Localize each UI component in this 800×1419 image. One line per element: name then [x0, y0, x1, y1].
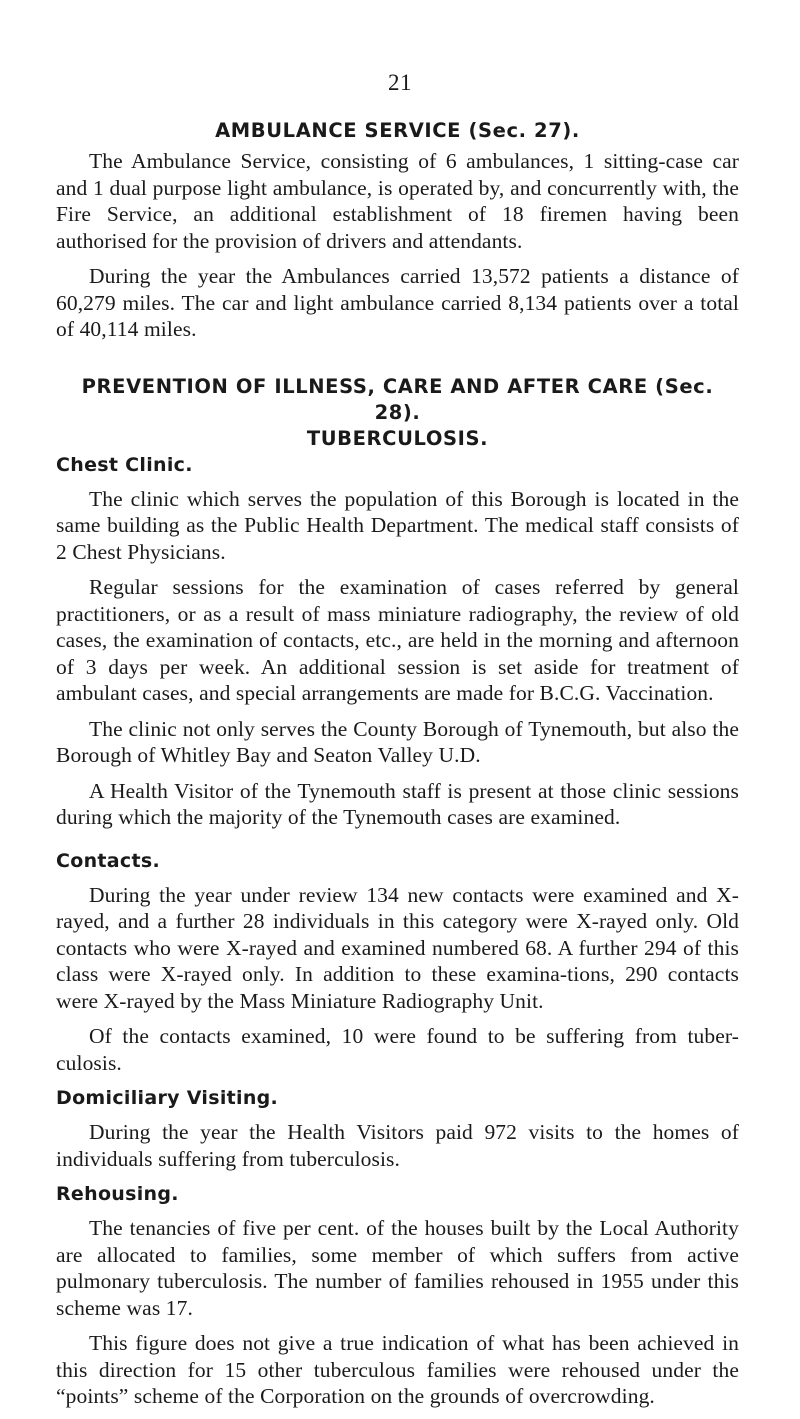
page-number: 21	[388, 70, 412, 95]
chest-clinic-paragraph-4: A Health Visitor of the Tynemouth staff is present at those clinic sessions during which the majority of the Tynemouth cases are examined.	[56, 778, 739, 829]
rehousing-paragraph-1: The tenancies of five per cent. of the houses built by the Local Authority are allocated to families, some member of which suffers from active pulmonary tuberculosis. The number of families rehoused in 1955 under this scheme was 17.	[56, 1216, 739, 1320]
chest-clinic-paragraph-1: The clinic which serves the population of this Borough is located in the same building as the Public Health Department. The medical staff consists of 2 Chest Physicians.	[56, 486, 739, 564]
domiciliary-heading: Domiciliary Visiting.	[56, 1087, 279, 1109]
prevention-heading: PREVENTION OF ILLNESS, CARE AND AFTER CARE (Sec. 28).	[81, 374, 714, 424]
chest-clinic-paragraph-3: The clinic not only serves the County Borough of Tynemouth, but also the Borough of Whitley Bay and Seaton Valley U.D.	[56, 716, 739, 767]
page-body	[56, 118, 739, 1419]
contacts-paragraph-1: During the year under review 134 new contacts were examined and X-rayed, and a further 28 individuals in this category were X-rayed only. Old contacts who were X-rayed and examined numbered 68. A further 294 of this class were X-rayed only. In addition to these examina-tions, 290 contacts were X-rayed by the Mass Miniature Radiography Unit.	[56, 882, 739, 1013]
rehousing-paragraph-2: This figure does not give a true indication of what has been achieved in this direction for 15 other tuberculous families were rehoused under the “points” scheme of the Corporation on the grounds of overcrowding.	[56, 1331, 739, 1408]
chest-clinic-heading: Chest Clinic.	[56, 453, 193, 476]
ambulance-heading: AMBULANCE SERVICE (Sec. 27).	[215, 119, 580, 142]
tuberculosis-subheading: TUBERCULOSIS.	[306, 426, 489, 450]
chest-clinic-paragraph-2: Regular sessions for the examination of cases referred by general practitioners, or as a result of mass miniature radiography, the review of old cases, the examination of contacts, etc., are held in the morning and afternoon of 3 days per week. An additional session is set aside for treatment of ambulant cases, and special arrangements are made for B.C.G. Vaccination.	[56, 575, 739, 705]
domiciliary-paragraph-1: During the year the Health Visitors paid 972 visits to the homes of individuals suffering from tuberculosis.	[56, 1120, 739, 1171]
contacts-heading: Contacts.	[56, 849, 160, 872]
ambulance-paragraph-1: The Ambulance Service, consisting of 6 ambulances, 1 sitting-case car and 1 dual purpose light ambulance, is operated by, and concurrently with, the Fire Service, an additional establishment of 18 firemen having been authorised for the provision of drivers and attendants.	[56, 149, 739, 253]
contacts-paragraph-2: Of the contacts examined, 10 were found to be suffering from tuber-culosis.	[56, 1024, 739, 1075]
rehousing-heading: Rehousing.	[56, 1183, 179, 1205]
ambulance-paragraph-2: During the year the Ambulances carried 13,572 patients a distance of 60,279 miles. The car and light ambulance carried 8,134 patients over a total of 40,114 miles.	[56, 264, 739, 341]
